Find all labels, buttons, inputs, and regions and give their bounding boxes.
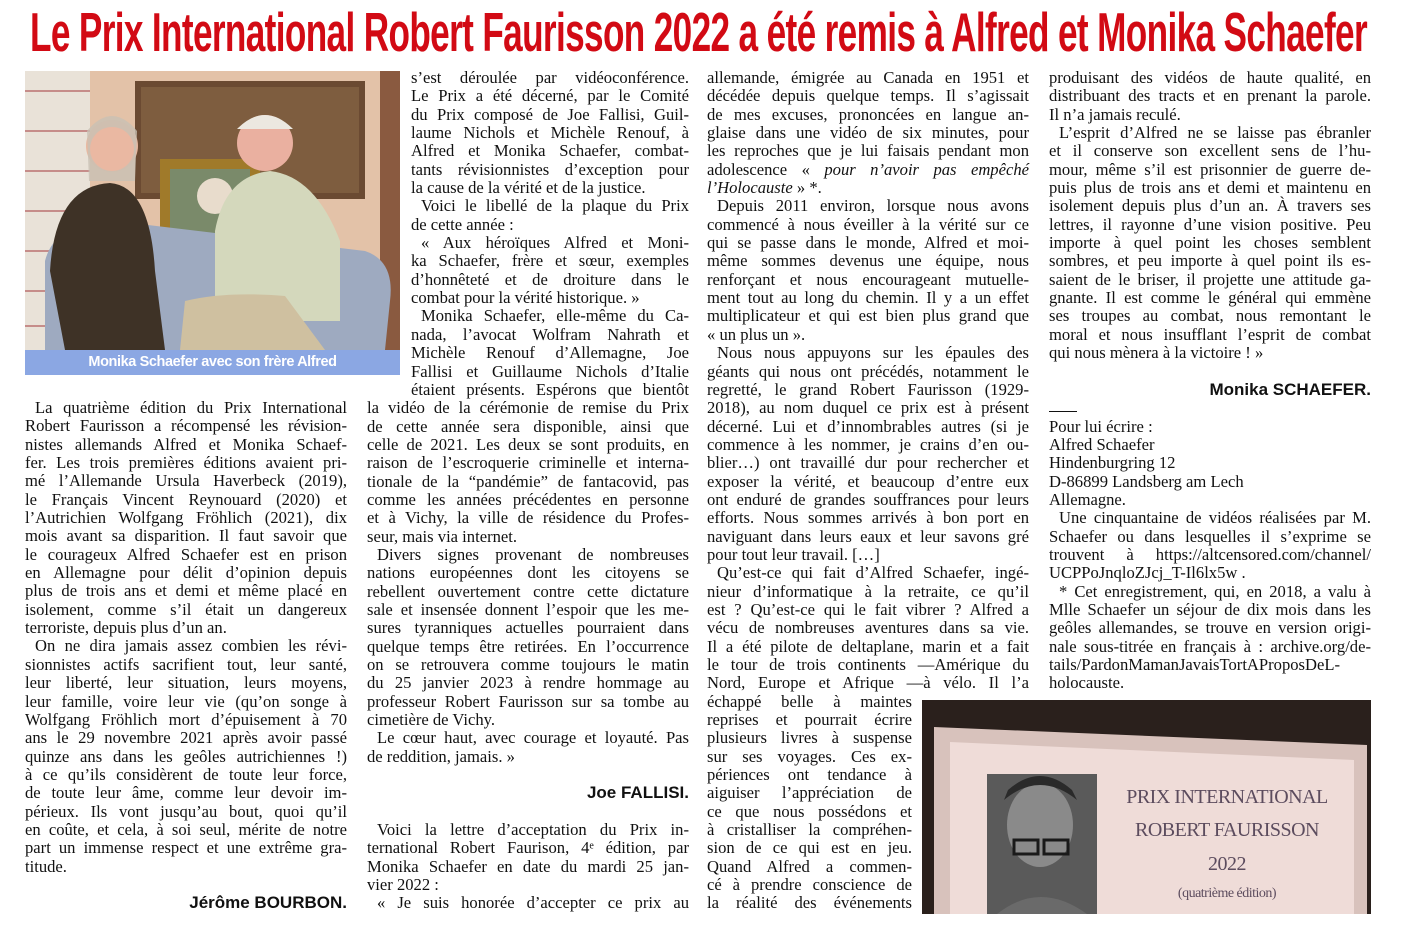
- text-line: Monika Schaefer, elle-même du Ca-: [421, 306, 689, 326]
- text-line: commencé à nous éveiller à la vérité sur ce: [707, 214, 1029, 234]
- text-line: Il n’a jamais reculé.: [1049, 104, 1181, 124]
- text-line: nations européennes dont les citoyens se: [367, 563, 689, 583]
- text-line: combat pour la vérité historique. »: [411, 288, 640, 308]
- text-line: Wolfgang Fröhlich mort d’épuisement à 70: [25, 709, 347, 729]
- plaque-line: (quatrième édition): [1177, 886, 1277, 901]
- text-line: en Allemagne pour délit d’opinion depuis: [25, 563, 347, 583]
- text-line: décédée depuis quelque temps. Il s’agissait: [707, 86, 1029, 106]
- text-line: Alfred et Monika Schaefer, combat-: [411, 141, 689, 161]
- text-line: le tour de trois continents —Amérique du: [707, 655, 1029, 674]
- text-line: périences ont tendance à: [707, 765, 912, 785]
- plaque-line: ROBERT FAURISSON: [1135, 819, 1319, 841]
- article-paragraph: [25, 637, 347, 875]
- text-line: saient de le briser, il projette une attitude ga-: [1049, 269, 1371, 289]
- text-line: Allemagne.: [1049, 489, 1126, 509]
- text-line: le courageux Alfred Schaefer est en prison: [25, 544, 347, 564]
- photo-prize-plaque: [922, 700, 1371, 914]
- text-line: Qu’est-ce qui fait d’Alfred Schaefer, ingé-: [717, 563, 1029, 583]
- text-line: de mes excuses, prononcées en langue an-: [707, 104, 1029, 124]
- text-line: la vidéo de la cérémonie de remise du Prix: [367, 398, 689, 418]
- text-line: sion de ce qui est en jeu.: [707, 838, 912, 858]
- text-line: Alfred Schaefer: [1049, 434, 1155, 454]
- text-line: tants révisionnistes d’exception pour: [411, 159, 689, 179]
- article-column-1: [25, 399, 347, 931]
- text-line: Le cœur haut, avec courage et loyauté. Pas: [377, 728, 689, 748]
- text-line: cimetière de Vichy.: [367, 710, 496, 730]
- text-line: renforçant et nous encourageant mutuelle-: [707, 269, 1029, 289]
- text-line: La quatrième édition du Prix International: [35, 398, 347, 417]
- text-line: trouvent à https://altcensored.com/channel/: [1049, 544, 1371, 564]
- text-line: pour tout leur travail. […]: [707, 544, 880, 564]
- text-line: sures tyranniques actuelles pourraient dans: [367, 618, 689, 638]
- article-paragraph: [1049, 583, 1371, 693]
- photo-caption: Monika Schaefer avec son frère Alfred: [25, 350, 400, 375]
- photo-monika-and-alfred-schaefer: [25, 71, 400, 350]
- text-line: d’honnêteté et de droiture dans le: [411, 269, 689, 289]
- text-line: Hindenburgring 12: [1049, 453, 1176, 473]
- article-paragraph: [1049, 509, 1371, 582]
- text-line: de cette année sera disponible, ainsi que: [367, 416, 689, 436]
- text-line: la réalité des événements: [707, 893, 912, 913]
- article-paragraph: [1049, 418, 1371, 510]
- italic-text: l’Holocauste: [707, 178, 793, 198]
- article-paragraph: [707, 69, 1029, 197]
- text-line: nada, l’avocat Wolfram Nahrath et: [411, 324, 689, 344]
- text-line: Nous nous appuyons sur les épaules des: [717, 343, 1029, 363]
- text-line: de reddition, jamais. »: [367, 746, 515, 766]
- text-line: terroriste, depuis plus d’un an.: [25, 618, 227, 638]
- plaque-line: PRIX INTERNATIONAL: [1126, 786, 1328, 808]
- text-line: et il conserve son excellent sens de l’hu-: [1049, 141, 1371, 161]
- text-line: professeur Robert Faurisson sur sa tombe au: [367, 691, 689, 711]
- article-paragraph: [367, 307, 689, 545]
- text-line: puis plus de trois ans et demi et maintenu en: [1049, 178, 1371, 198]
- text-segment: » *.: [792, 178, 822, 198]
- text-line: comme les années précédentes en personne: [367, 489, 689, 509]
- text-line: périeux. Ils vont jusqu’au bout, quoi qu’il: [25, 801, 347, 821]
- text-line: regretté, le grand Robert Faurisson (1929-: [707, 379, 1029, 399]
- text-line: « Je suis honorée d’accepter ce prix au: [377, 893, 689, 913]
- text-line: on se retrouvera comme toujours le matin: [367, 655, 689, 674]
- photo-illustration: [25, 71, 400, 350]
- text-line: exposer la vérité, et beaucoup d’entre eux: [707, 471, 1029, 491]
- article-paragraph: [1049, 124, 1371, 362]
- article-paragraph: [1049, 69, 1371, 124]
- text-line: « Aux héroïques Alfred et Moni-: [421, 233, 689, 253]
- text-line: nale sous-titrée en français à : archive.org/de-: [1049, 636, 1371, 656]
- text-line: isolement, comme s’il était un dangereux: [25, 599, 347, 619]
- text-line: vécu de nombreuses aventures dans sa vie.: [707, 618, 1029, 638]
- text-line: Nord, Europe et Afrique —à vélo. Il l’a: [707, 673, 1029, 693]
- text-line: L’esprit d’Alfred ne se laisse pas ébranler: [1059, 123, 1371, 143]
- text-line: ka Schaefer, frère et sœur, exemples: [411, 251, 689, 271]
- article-paragraph: [367, 197, 689, 234]
- text-line: qui se passe dans le monde, Alfred et moi-: [707, 233, 1029, 253]
- text-line: efforts. Nous sommes arrivés à bon port en: [707, 508, 1029, 528]
- text-line: * Cet enregistrement, qui, en 2018, a valu à: [1059, 581, 1371, 601]
- text-line: raison de l’escroquerie criminelle et interna-: [367, 453, 689, 473]
- article-column-2: [367, 69, 689, 913]
- text-segment: adolescence «: [707, 159, 825, 179]
- article-column-4: [1049, 69, 1371, 693]
- article-paragraph: [367, 894, 689, 912]
- text-line: du 25 janvier 2023 à rendre hommage au: [367, 673, 689, 693]
- article-paragraph: [367, 729, 689, 766]
- text-line: D-86899 Landsberg am Lech: [1049, 471, 1244, 491]
- text-line: Divers signes provenant de nombreuses: [377, 544, 689, 564]
- text-line: ses troupes au combat, nous remontant le: [1049, 306, 1371, 326]
- text-line: Voici le libellé de la plaque du Prix: [421, 196, 689, 216]
- text-line: sur ses voyages. Ces ex-: [707, 746, 912, 766]
- text-line: « un plus un ».: [707, 324, 806, 344]
- text-line: à ce qu’ils considèrent de toute leur force,: [25, 764, 347, 784]
- text-line: les reproches que je lui faisais pendant mon: [707, 141, 1029, 161]
- text-line: sombres, et peu importe à quel point ils es-: [1049, 251, 1371, 271]
- text-line: mé l’Allemande Ursula Haverbeck (2019),: [25, 471, 347, 491]
- author-signature: Joe FALLISI.: [586, 783, 689, 803]
- text-line: du Prix composé de Joe Fallisi, Guil-: [411, 104, 689, 124]
- text-line: commence à les nommer, je crains d’en ou-: [707, 434, 1029, 454]
- text-line: plus de trois ans et demi et même placé en: [25, 581, 347, 601]
- article-paragraph: [707, 197, 1029, 344]
- text-line: laume Nichols et Michèle Renouf, à: [411, 123, 689, 143]
- text-line: reprises et pourrait écrire: [707, 710, 912, 730]
- text-line: Voici la lettre d’acceptation du Prix in-: [377, 820, 689, 840]
- text-line: importe à quel point les choses semblent: [1049, 233, 1371, 253]
- text-line: gnante. Il est comme le général qui emmène: [1049, 288, 1371, 308]
- text-line: holocauste.: [1049, 673, 1125, 693]
- text-line: Robert Faurisson a récompensé les révision-: [25, 416, 347, 436]
- text-line: ment tout au long du chemin. Il y a un effet: [707, 288, 1029, 308]
- text-line: 2018), au nom duquel ce prix est à présent: [707, 398, 1029, 418]
- text-line: isolement depuis plus d’un an. À travers ses: [1049, 196, 1371, 216]
- text-line: aiguiser l’appréciation de: [707, 783, 912, 803]
- text-line: le Français Vincent Reynouard (2020) et: [25, 489, 347, 509]
- text-line: moral et nous insufflant l’esprit de combat: [1049, 324, 1371, 344]
- italic-text: pour n’avoir pas empêché: [824, 159, 1030, 179]
- text-line: Une cinquantaine de vidéos réalisées par M.: [1059, 508, 1371, 528]
- text-line: Mlle Schaefer un séjour de dix mois dans les: [1049, 599, 1371, 619]
- text-line: On ne dira jamais assez combien les révi-: [35, 636, 347, 656]
- text-line: Monika Schaefer en date du mardi 25 jan-: [367, 856, 689, 876]
- separator-rule: [1049, 399, 1371, 417]
- text-line: à cristalliser la compréhen-: [707, 820, 912, 840]
- article-paragraph: [367, 234, 689, 307]
- text-line: vier 2022 :: [367, 875, 439, 895]
- text-line: celle de 2021. Les deux se sont produits, en: [367, 434, 689, 454]
- text-line: fer. Les trois premières éditions avaient pri-: [25, 453, 347, 473]
- text-line: mois avant sa disparition. Il faut savoir que: [25, 526, 347, 546]
- text-line: s’est déroulée par vidéoconférence.: [411, 68, 689, 87]
- text-line: part un immense respect et une extrême gra-: [25, 838, 347, 858]
- text-line: naviguant dans leurs eaux et leur savons gré: [707, 526, 1029, 546]
- headline-text: Le Prix International Robert Faurisson 2022 a été remis à Alfred et Monika Schaefer: [30, 1, 1367, 63]
- text-line: la cause de la vérité et de la justice.: [411, 178, 646, 198]
- text-line: Il a été pilote de deltaplane, marin et a fait: [707, 636, 1029, 656]
- text-line: leur famille, voire leur vie (qu’on songe à: [25, 691, 347, 711]
- text-line: [707, 179, 1029, 197]
- text-line: glaise dans une vidéo de six minutes, pour: [707, 123, 1029, 143]
- text-line: tails/PardonMamanJavaisTortAProposDeL-: [1049, 655, 1341, 674]
- text-line: UCPPoJnqloZJcj_T-Il6lx5w .: [1049, 563, 1246, 583]
- text-line: ans le 29 novembre 2021 après avoir passé: [25, 728, 347, 748]
- text-line: Michèle Renouf d’Allemagne, Joe: [411, 343, 689, 363]
- text-line: Le Prix a été décerné, par le Comité: [411, 86, 689, 106]
- text-line: géants qui nous ont précédés, notamment le: [707, 361, 1029, 381]
- text-line: rebellent ouvertement contre cette dictature: [367, 581, 689, 601]
- text-line: Schaefer ou dans lesquelles il s’exprime se: [1049, 526, 1371, 546]
- text-line: nieur d’informatique à la retraite, ce qu’il: [707, 581, 1029, 601]
- text-line: de toute leur âme, comme leur devoir im-: [25, 783, 347, 803]
- text-line: Quand Alfred a commen-: [707, 856, 912, 876]
- article-paragraph: [367, 821, 689, 894]
- text-line: étaient présents. Espérons que bientôt: [411, 379, 689, 399]
- text-line: tionale de la “pandémie” de fantacovid, pas: [367, 471, 689, 491]
- text-line: multiplicateur et qui est bien plus grand que: [707, 306, 1029, 326]
- text-line: lettres, il rayonne d’une vision positive. Peu: [1049, 214, 1371, 234]
- text-line: blier…) ont travaillé dur pour rechercher et: [707, 453, 1029, 473]
- plaque-line: 2022: [1208, 853, 1246, 875]
- text-line: [707, 161, 1029, 179]
- text-line: mour, même s’il est prisonnier de guerre de-: [1049, 159, 1371, 179]
- text-line: Fallisi et Guillaume Nichols d’Italie: [411, 361, 689, 381]
- text-line: ternational Robert Faurison, 4ᵉ édition, par: [367, 838, 689, 858]
- text-line: produisant des vidéos de haute qualité, en: [1049, 68, 1371, 87]
- text-line: quelque temps être retirées. En l’occurrence: [367, 636, 689, 656]
- text-line: cé à prendre conscience de: [707, 875, 912, 895]
- text-line: décerné. Lui et d’innombrables autres (si je: [707, 416, 1029, 436]
- text-line: allemande, émigrée au Canada en 1951 et: [707, 68, 1029, 87]
- text-line: et à Vichy, la ville de résidence du Profes-: [367, 508, 689, 528]
- text-line: ce que nous possédons et: [707, 801, 912, 821]
- author-signature: Monika SCHAEFER.: [1209, 379, 1371, 399]
- text-line: qui nous mènera à la victoire ! »: [1049, 343, 1264, 363]
- text-line: titude.: [25, 856, 67, 876]
- headline: [30, 0, 1367, 64]
- text-line: leur liberté, leur situation, leurs moyens,: [25, 673, 347, 693]
- text-line: en coûte, et cela, à soi seul, mérite de notre: [25, 819, 347, 839]
- text-line: de cette année :: [411, 214, 514, 234]
- text-line: Pour lui écrire :: [1049, 416, 1153, 436]
- text-line: l’Autrichien Wolfgang Fröhlich (2021), dix: [25, 508, 347, 528]
- article-paragraph: [707, 344, 1029, 564]
- text-line: Depuis 2011 environ, lorsque nous avons: [717, 196, 1029, 216]
- text-line: échappé belle à maintes: [707, 691, 912, 711]
- author-signature: Jérôme BOURBON.: [189, 893, 347, 913]
- article-paragraph: [367, 546, 689, 729]
- text-line: ont enduré de grandes souffrances pour leurs: [707, 489, 1029, 509]
- article-paragraph: [25, 399, 347, 637]
- text-line: seur, mais via internet.: [367, 526, 518, 546]
- text-line: geôles allemandes, se trouve en version origi-: [1049, 618, 1371, 638]
- text-line: plusieurs livres à suspense: [707, 728, 912, 748]
- text-line: même sommes devenus une équipe, nous: [707, 251, 1029, 271]
- text-line: nistes allemands Alfred et Monika Schaef-: [25, 434, 347, 454]
- text-line: sionnistes actifs sacrifient tout, leur santé,: [25, 654, 347, 674]
- article-paragraph: [367, 69, 689, 197]
- text-line: distribuant des tracts et en prenant la parole.: [1049, 86, 1371, 106]
- text-line: est ? Qu’est-ce qui le fait vibrer ? Alfred a: [707, 599, 1029, 619]
- text-line: quinze ans dans les geôles autrichiennes !): [25, 746, 347, 766]
- text-line: sale et insensée donnent l’espoir que les me-: [367, 599, 689, 619]
